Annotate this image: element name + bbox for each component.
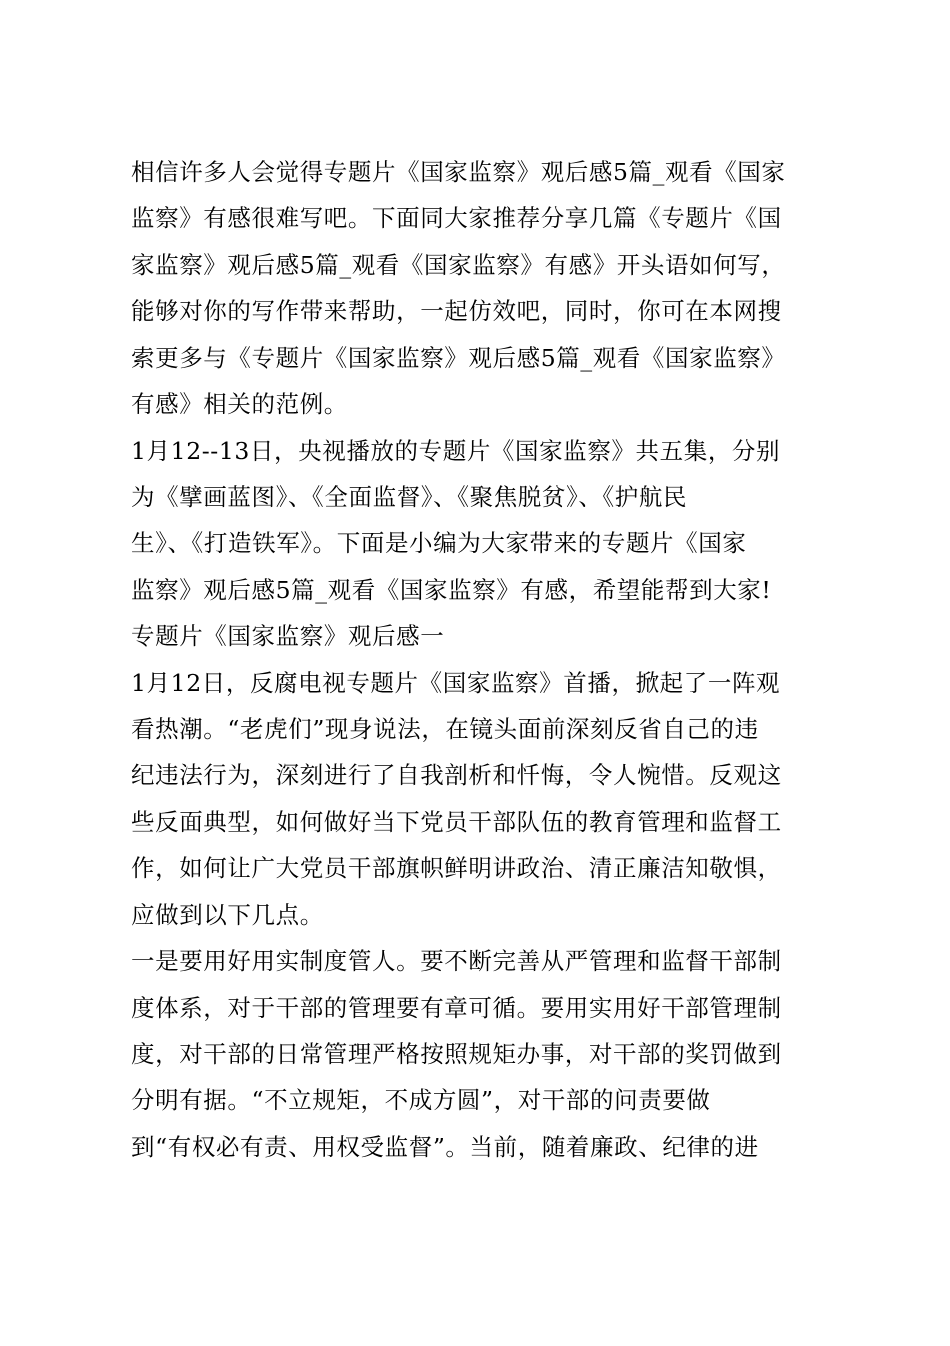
text-line: 些反面典型，如何做好当下党员干部队伍的教育管理和监督工: [131, 807, 782, 836]
text-line: 专题片《国家监察》观后感一: [131, 622, 445, 651]
text-line: 分明有据。“不立规矩，不成方圆”，对干部的问责要做: [131, 1086, 711, 1115]
text-line: 一是要用好用实制度管人。要不断完善从严管理和监督干部制: [131, 947, 782, 976]
text-line: 度，对干部的日常管理严格按照规矩办事，对干部的奖罚做到: [131, 1040, 782, 1069]
text-line: 应做到以下几点。: [131, 900, 324, 929]
paragraph: [131, 660, 831, 939]
text-line: 有感》相关的范例。: [131, 390, 348, 419]
text-line: 看热潮。“老虎们”现身说法，在镜头面前深刻反省自己的违: [131, 715, 759, 744]
text-line: 索更多与《专题片《国家监察》观后感5篇_观看《国家监察》: [131, 343, 786, 372]
text-line: 为《擘画蓝图》、《全面监督》、《聚焦脱贫》、《护航民: [131, 482, 688, 511]
text-line: 家监察》观后感5篇_观看《国家监察》有感》开头语如何写，: [131, 250, 786, 279]
text-line: 1月12日，反腐电视专题片《国家监察》首播，掀起了一阵观: [131, 668, 781, 697]
text-line: 生》、《打造铁军》。下面是小编为大家带来的专题片《国家: [131, 529, 747, 558]
text-line: 监察》观后感5篇_观看《国家监察》有感，希望能帮到大家!: [131, 575, 772, 604]
paragraph: [131, 613, 831, 659]
text-line: 能够对你的写作带来帮助，一起仿效吧，同时，你可在本网搜: [131, 297, 782, 326]
text-line: 1月12--13日，央视播放的专题片《国家监察》共五集，分别: [131, 436, 781, 465]
text-line: 到“有权必有责、用权受监督”。当前，随着廉政、纪律的进: [131, 1132, 759, 1161]
text-line: 度体系，对于干部的管理要有章可循。要用实用好干部管理制: [131, 993, 782, 1022]
document-page: [131, 149, 831, 1170]
text-line: 纪违法行为，深刻进行了自我剖析和忏悔，令人惋惜。反观这: [131, 761, 782, 790]
paragraph: [131, 428, 831, 614]
paragraph: [131, 938, 831, 1170]
text-line: 作，如何让广大党员干部旗帜鲜明讲政治、清正廉洁知敬惧，: [131, 854, 782, 883]
text-line: 相信许多人会觉得专题片《国家监察》观后感5篇_观看《国家: [131, 158, 786, 186]
text-line: 监察》有感很难写吧。下面同大家推荐分享几篇《专题片《国: [131, 204, 782, 233]
paragraph: [131, 149, 831, 428]
